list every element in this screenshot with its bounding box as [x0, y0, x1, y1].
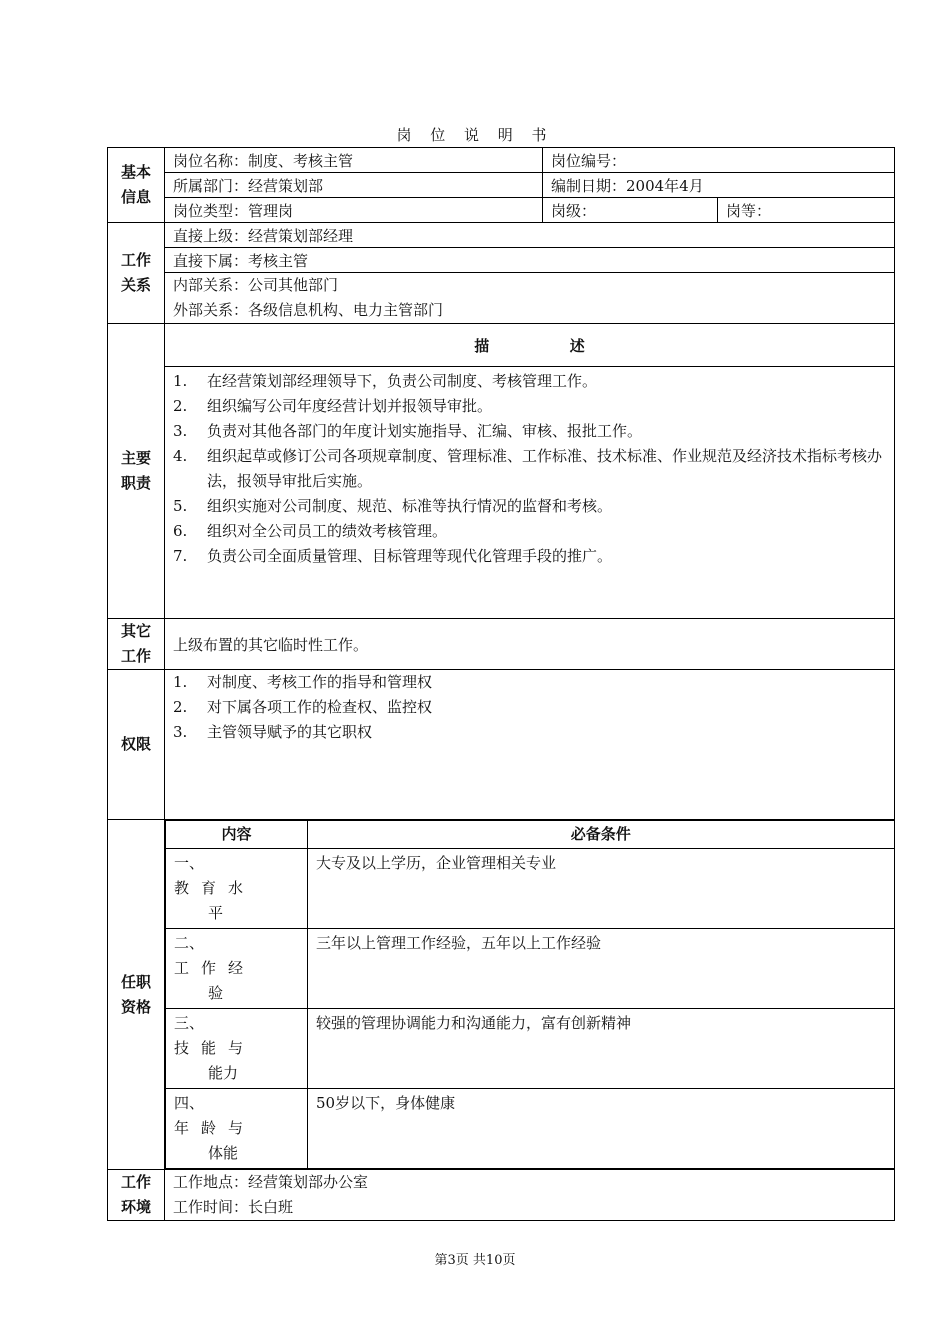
work-environment-cell — [165, 1170, 895, 1221]
description-header: 描 述 — [165, 324, 895, 367]
qualifications-cell — [165, 820, 895, 1170]
duty-item: 1. 在经营策划部经理领导下，负责公司制度、考核管理工作。 — [173, 372, 598, 390]
document-title: 岗 位 说 明 书 — [396, 126, 554, 144]
job-description-table — [107, 147, 895, 1221]
department: 所属部门：经营策划部 — [165, 173, 543, 198]
work-location: 工作地点：经营策划部办公室 — [173, 1173, 369, 1191]
qual-row — [166, 929, 895, 1009]
work-environment-label: 工作 环境 — [108, 1170, 165, 1221]
duty-item: 6. 组织对全公司员工的绩效考核管理。 — [173, 522, 448, 540]
qualifications-label: 任职 资格 — [108, 820, 165, 1170]
qual-value: 三年以上管理工作经验，五年以上工作经验 — [308, 929, 895, 1009]
direct-superior: 直接上级：经营策划部经理 — [165, 223, 895, 248]
position-grade: 岗级： — [543, 198, 718, 223]
duty-item: 3. 负责对其他各部门的年度计划实施指导、汇编、审核、报批工作。 — [173, 422, 643, 440]
authority-item: 1. 对制度、考核工作的指导和管理权 — [173, 673, 433, 691]
basic-info-label: 基本 信息 — [108, 148, 165, 223]
other-work-label: 其它 工作 — [108, 619, 165, 670]
internal-external-relations — [165, 273, 895, 324]
qualifications-table — [165, 820, 895, 1169]
position-name: 岗位名称：制度、考核主管 — [165, 148, 543, 173]
authority-list — [173, 670, 886, 745]
qual-item: 一、教育水 平 — [166, 849, 308, 929]
qual-item: 三、技能与 能力 — [166, 1009, 308, 1089]
external-relations: 外部关系：各级信息机构、电力主管部门 — [173, 301, 444, 319]
authority-item: 2. 对下属各项工作的检查权、监控权 — [173, 698, 433, 716]
duty-item: 2. 组织编写公司年度经营计划并报领导审批。 — [173, 397, 493, 415]
work-hours: 工作时间：长白班 — [173, 1198, 294, 1216]
qual-header-content: 内容 — [166, 821, 308, 849]
page-footer: 第3页 共10页 — [434, 1253, 516, 1268]
authority-item: 3. 主管领导赋予的其它职权 — [173, 723, 373, 741]
qual-value: 50岁以下，身体健康 — [308, 1089, 895, 1169]
position-number: 岗位编号： — [543, 148, 895, 173]
position-type: 岗位类型：管理岗 — [165, 198, 543, 223]
qual-value: 较强的管理协调能力和沟通能力，富有创新精神 — [308, 1009, 895, 1089]
qual-value: 大专及以上学历，企业管理相关专业 — [308, 849, 895, 929]
duty-item: 5. 组织实施对公司制度、规范、标准等执行情况的监督和考核。 — [173, 497, 613, 515]
qual-item: 二、工作经 验 — [166, 929, 308, 1009]
duty-item: 7. 负责公司全面质量管理、目标管理等现代化管理手段的推广。 — [173, 547, 613, 565]
position-level: 岗等： — [718, 198, 895, 223]
authority-list-cell — [165, 670, 895, 820]
internal-relations: 内部关系：公司其他部门 — [173, 276, 339, 294]
qual-row — [166, 1009, 895, 1089]
duty-item: 4. 组织起草或修订公司各项规章制度、管理标准、工作标准、技术标准、作业规范及经济技术指标考核办法，报领导审批后实施。 — [173, 447, 883, 490]
qual-item: 四、年龄与 体能 — [166, 1089, 308, 1169]
other-work-text: 上级布置的其它临时性工作。 — [165, 619, 895, 670]
qual-row — [166, 1089, 895, 1169]
duties-list — [173, 369, 886, 569]
main-duties-label: 主要 职责 — [108, 324, 165, 619]
work-relations-label: 工作 关系 — [108, 223, 165, 324]
compile-date: 编制日期：2004年4月 — [543, 173, 895, 198]
qual-header-requirement: 必备条件 — [308, 821, 895, 849]
duties-list-cell — [165, 367, 895, 619]
authority-label: 权限 — [108, 670, 165, 820]
qual-row — [166, 849, 895, 929]
direct-subordinate: 直接下属：考核主管 — [165, 248, 895, 273]
